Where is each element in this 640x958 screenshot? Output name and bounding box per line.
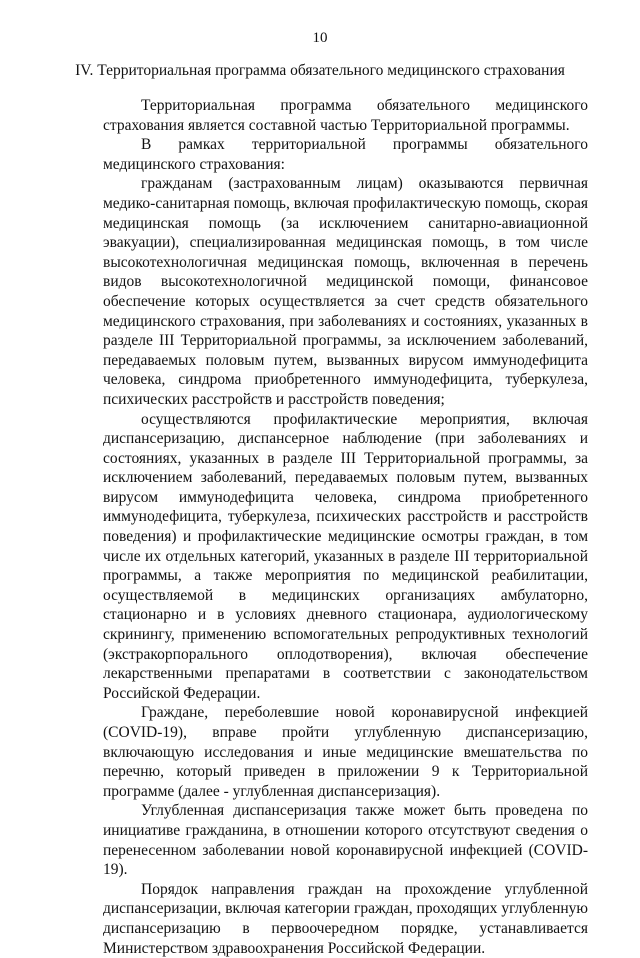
paragraph: В рамках территориальной программы обязательного медицинского страхования:	[103, 136, 588, 173]
paragraph: осуществляются профилактические мероприятия, включая диспансеризацию, диспансерное наблюдение (при заболеваниях и состояниях, указанных в разделе III Территориальной программы, за исключением заболеваний, передаваемых половым путем, вызванных вирусом иммунодефицита человека, синдрома приобретенного иммунодефицита, туберкулеза, психических расстройств и расстройств поведения) и профилактические медицинские осмотры граждан, в том числе их отдельных категорий, указанных в разделе III территориальной программы, а также мероприятия по медицинской реабилитации, осуществляемой в медицинских организациях амбулаторно, стационарно и в условиях дневного стационара, аудиологическому скринингу, применению вспомогательных репродуктивных технологий (экстракорпорального оплодотворения), включая обеспечение лекарственными препаратами в соответствии с законодательством Российской Федерации.	[103, 410, 588, 702]
page-number: 10	[312, 30, 328, 46]
paragraph: Граждане, переболевшие новой коронавирусной инфекцией (COVID-19), вправе пройти углубленную диспансеризацию, включающую исследования и иные медицинские вмешательства по перечню, который приведен в приложении 9 к Территориальной программе (далее - углубленная диспансеризация).	[103, 704, 588, 800]
section-title: IV. Территориальная программа обязательного медицинского страхования	[75, 62, 565, 79]
paragraph: гражданам (застрахованным лицам) оказываются первичная медико-санитарная помощь, включая профилактическую помощь, скорая медицинская помощь (за исключением санитарно-авиационной эвакуации), специализированная медицинская помощь, в том числе высокотехнологичная медицинская помощь, включенная в перечень видов высокотехнологичной медицинской помощи, финансовое обеспечение которых осуществляется за счет средств обязательного медицинского страхования, при заболеваниях и состояниях, указанных в разделе III Территориальной программы, за исключением заболеваний, передаваемых половым путем, вызванных вирусом иммунодефицита человека, синдрома приобретенного иммунодефицита, туберкулеза, психических расстройств и расстройств поведения;	[103, 175, 588, 408]
paragraph: Углубленная диспансеризация также может быть проведена по инициативе гражданина, в отношении которого отсутствуют сведения о перенесенном заболевании новой коронавирусной инфекцией (COVID-19).	[103, 802, 588, 879]
document-body	[103, 96, 588, 958]
paragraph: Порядок направления граждан на прохождение углубленной диспансеризации, включая категории граждан, проходящих углубленную диспансеризацию в первоочередном порядке, устанавливается Министерством здравоохранения Российской Федерации.	[103, 880, 588, 957]
paragraph: Территориальная программа обязательного медицинского страхования является составной частью Территориальной программы.	[103, 97, 588, 134]
